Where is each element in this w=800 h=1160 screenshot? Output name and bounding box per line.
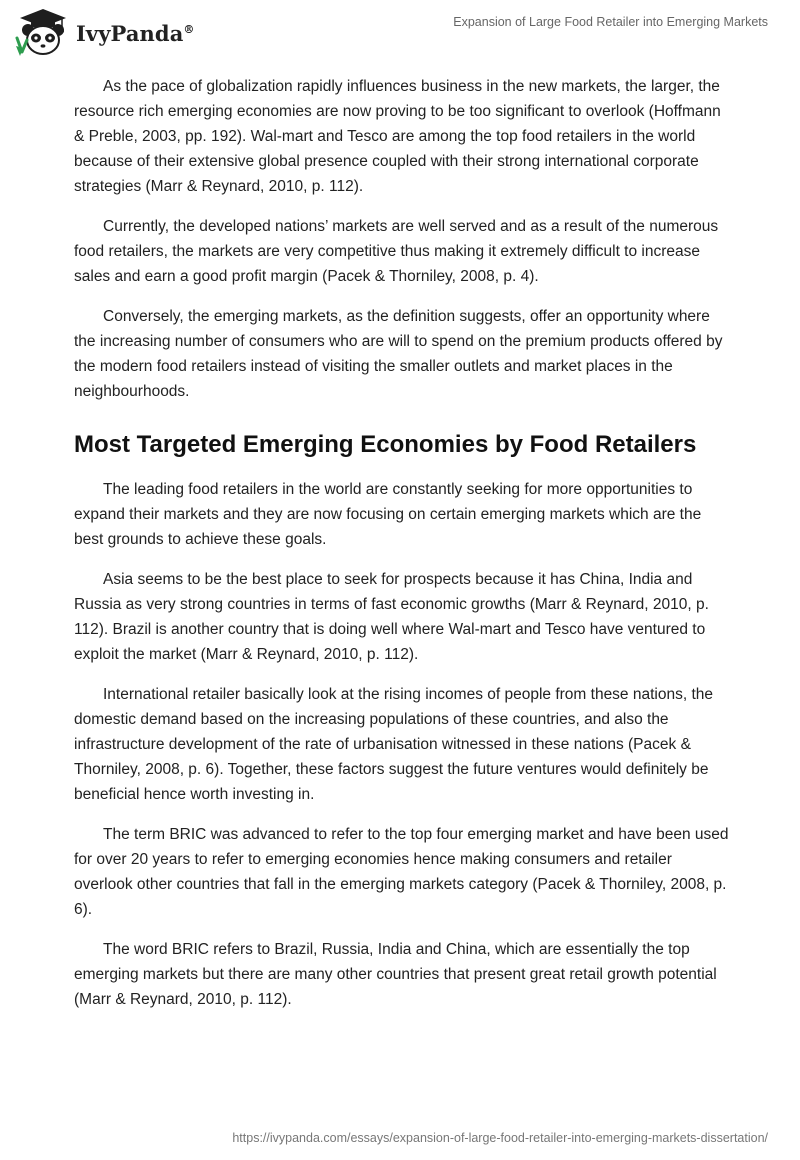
paragraph: International retailer basically look at the rising incomes of people from these nations, the domestic demand based on the increasing populations of these countries, and also the infrastructure development of the rate of urbanisation witnessed in these nations (Pacek & Thorniley, 2008, p. 6). Together, these factors suggest the future ventures would definitely be beneficial hence worth investing in. [74, 686, 714, 803]
article-body [74, 74, 734, 1027]
paragraph: The term BRIC was advanced to refer to the top four emerging market and have been used for over 20 years to refer to emerging economies hence making consumers and retailer overlook other countries that fall in the emerging markets category (Pacek & Thorniley, 2008, p. 6). [74, 826, 729, 918]
document-title: Expansion of Large Food Retailer into Emerging Markets [453, 15, 768, 29]
section-heading: Most Targeted Emerging Economies by Food Retailers [74, 431, 697, 458]
paragraph: Conversely, the emerging markets, as the definition suggests, offer an opportunity where the increasing number of consumers who are will to spend on the premium products offered by the modern food retailers instead of visiting the smaller outlets and market places in the neighbourhoods. [74, 308, 723, 400]
panda-graduate-icon [14, 6, 72, 58]
source-url[interactable]: https://ivypanda.com/essays/expansion-of-large-food-retailer-into-emerging-markets-dissertation/ [232, 1131, 768, 1145]
paragraph: The leading food retailers in the world are constantly seeking for more opportunities to expand their markets and they are now focusing on certain emerging markets which are the best grounds to achieve these goals. [74, 481, 702, 548]
paragraph: The word BRIC refers to Brazil, Russia, India and China, which are essentially the top emerging markets but there are many other countries that present great retail growth potential (Marr & Reynard, 2010, p. 112). [74, 941, 717, 1008]
brand-name: IvyPanda® [76, 20, 195, 46]
ivypanda-logo[interactable] [14, 6, 195, 58]
paragraph: As the pace of globalization rapidly influences business in the new markets, the larger, the resource rich emerging economies are now proving to be too significant to overlook (Hoffmann & Preble, 2003, pp. 192). Wal-mart and Tesco are among the top food retailers in the world because of their extensive global presence coupled with their strong international corporate strategies (Marr & Reynard, 2010, p. 112). [74, 78, 721, 195]
page-header [0, 0, 800, 70]
paragraph: Asia seems to be the best place to seek for prospects because it has China, India and Russia as very strong countries in terms of fast economic growths (Marr & Reynard, 2010, p. 112). Brazil is another country that is doing well where Wal-mart and Tesco have ventured to exploit the market (Marr & Reynard, 2010, p. 112). [74, 571, 709, 663]
paragraph: Currently, the developed nations’ markets are well served and as a result of the numerous food retailers, the markets are very competitive thus making it extremely difficult to increase sales and earn a good profit margin (Pacek & Thorniley, 2008, p. 4). [74, 218, 719, 285]
